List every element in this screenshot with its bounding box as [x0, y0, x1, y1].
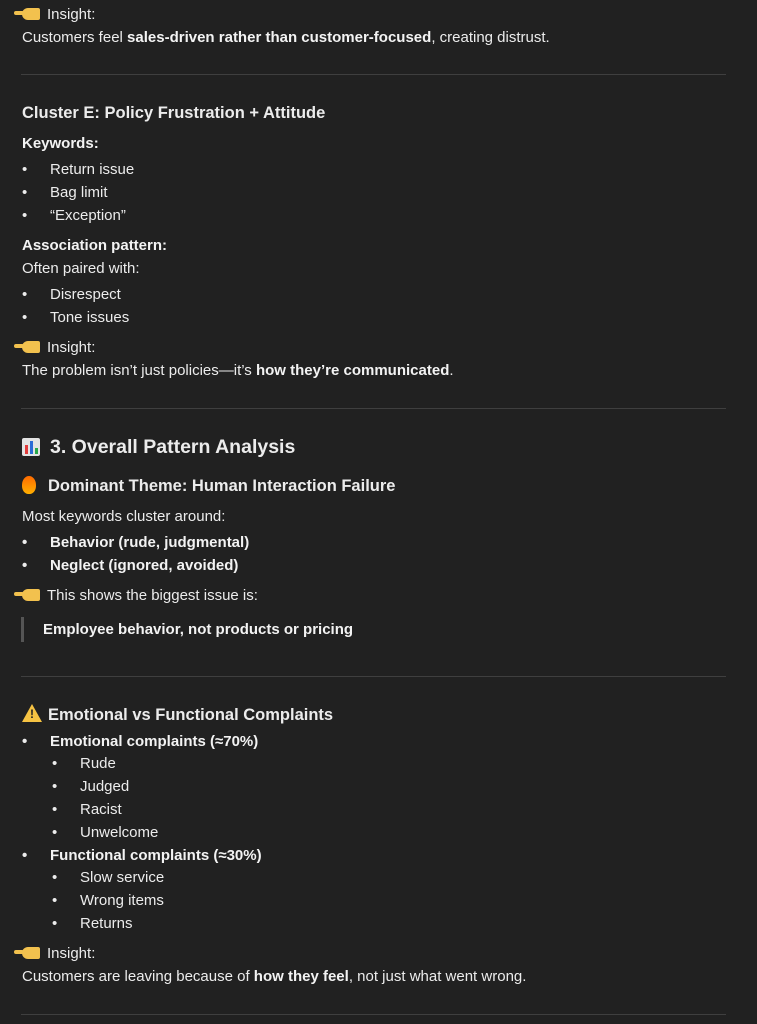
most-keywords-text: Most keywords cluster around:	[22, 508, 226, 525]
insight-text: The problem isn’t just policies—it’s how they’re communicated.	[22, 362, 454, 379]
blockquote: Employee behavior, not products or pricing	[43, 621, 354, 638]
pointing-hand-icon	[22, 8, 40, 20]
list-item: • Functional complaints (≈30%)	[22, 844, 234, 867]
insight-heading: Insight:	[22, 942, 95, 965]
divider	[21, 74, 726, 75]
pointing-hand-icon	[22, 947, 40, 959]
list-item: • Neglect (ignored, avoided)	[22, 554, 210, 577]
list-item: • Behavior (rude, judgmental)	[22, 531, 221, 554]
list-item: • Tone issues	[22, 306, 101, 329]
blockquote-bar	[21, 617, 24, 642]
pointing-hand-icon	[22, 341, 40, 353]
insight-text: Customers are leaving because of how they feel, not just what went wrong.	[22, 968, 527, 985]
emotional-functional-title: !Emotional vs Functional Complaints	[22, 704, 333, 727]
list-item: • Emotional complaints (≈70%)	[22, 730, 230, 753]
shows-text: This shows the biggest issue is:	[22, 584, 258, 607]
list-item: • Bag limit	[22, 181, 80, 204]
often-paired-text: Often paired with:	[22, 260, 140, 277]
insight-text: Customers feel sales-driven rather than customer-focused, creating distrust.	[22, 29, 550, 46]
section-title: 3. Overall Pattern Analysis	[22, 436, 295, 459]
divider	[21, 408, 726, 409]
pointing-hand-icon	[22, 589, 40, 601]
list-item: • Rude	[22, 752, 58, 775]
list-item: • Slow service	[22, 866, 106, 889]
list-item: • Wrong items	[22, 889, 106, 912]
warning-icon	[22, 704, 42, 722]
bar-chart-icon	[22, 438, 40, 456]
list-item: • Return issue	[22, 158, 106, 181]
list-item: • Racist	[22, 798, 64, 821]
list-item: • Judged	[22, 775, 71, 798]
list-item: • Returns	[22, 912, 75, 935]
list-item: • “Exception”	[22, 204, 98, 227]
association-label: Association pattern:	[22, 237, 168, 254]
insight-heading: Insight:	[22, 3, 95, 26]
dominant-theme-title: Dominant Theme: Human Interaction Failure	[22, 475, 395, 498]
divider	[21, 1014, 726, 1015]
list-item: • Disrespect	[22, 283, 93, 306]
keywords-label: Keywords:	[22, 135, 99, 152]
list-item: • Unwelcome	[22, 821, 100, 844]
divider	[21, 676, 726, 677]
insight-heading: Insight:	[22, 336, 95, 359]
fire-icon	[22, 476, 36, 494]
cluster-e-title: Cluster E: Policy Frustration + Attitude	[22, 104, 326, 122]
